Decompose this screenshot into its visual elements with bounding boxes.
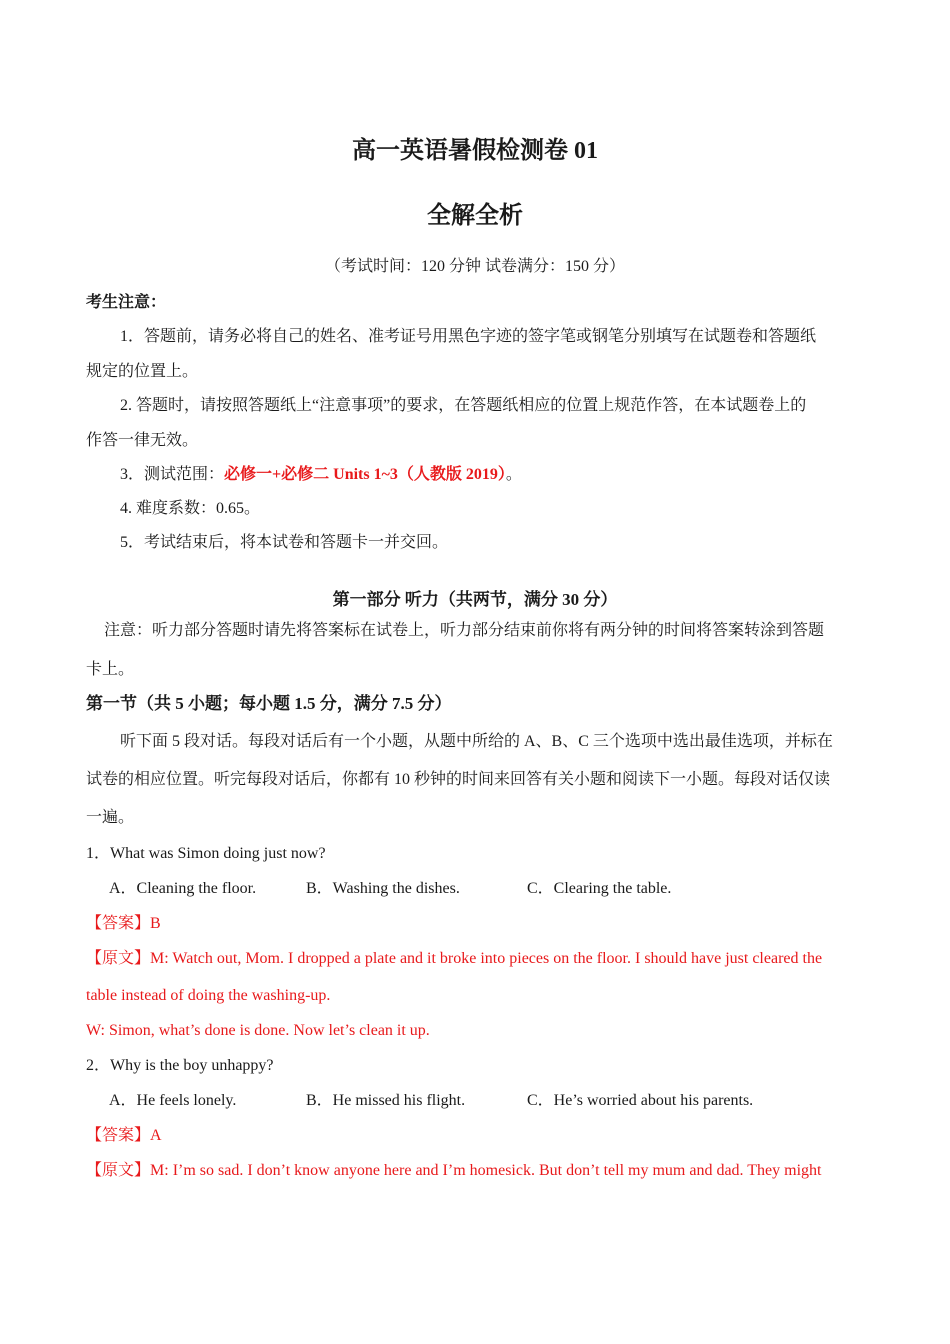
notice-item-4: 4. 难度系数：0.65。 bbox=[120, 500, 261, 517]
notice-item-5: 5．考试结束后，将本试卷和答题卡一并交回。 bbox=[120, 534, 449, 551]
question-2-option-c: C．He’s worried about his parents. bbox=[527, 1092, 754, 1109]
page-subtitle: 全解全析 bbox=[427, 203, 523, 229]
notice-item-1-cont: 规定的位置上。 bbox=[86, 363, 199, 380]
test-scope: 必修一+必修二 Units 1~3（人教版 2019） bbox=[224, 466, 506, 483]
notice-item-1: 1．答题前，请务必将自己的姓名、准考证号用黑色字迹的签字笔或钢笔分别填写在试题卷和答题纸 bbox=[120, 328, 817, 345]
section1-instructions-end: 一遍。 bbox=[86, 809, 135, 826]
notice-item-3-prefix: 3．测试范围： bbox=[120, 466, 225, 483]
question-1-option-a: A．Cleaning the floor. bbox=[109, 880, 257, 897]
question-1-option-c: C．Clearing the table. bbox=[527, 880, 672, 897]
section1-instructions: 听下面 5 段对话。每段对话后有一个小题，从题中所给的 A、B、C 三个选项中选出最佳选项，并标在 bbox=[120, 733, 833, 750]
exam-info: （考试时间：120 分钟 试卷满分：150 分） bbox=[324, 258, 625, 275]
page-title: 高一英语暑假检测卷 01 bbox=[352, 138, 598, 164]
question-2-option-b: B．He missed his flight. bbox=[306, 1092, 466, 1109]
notice-item-2: 2. 答题时，请按照答题纸上“注意事项”的要求，在答题纸相应的位置上规范作答，在本试题卷上的 bbox=[120, 397, 807, 414]
script-text: M: I’m so sad. I don’t know anyone here and I’m homesick. But don’t tell my mum and dad. They might bbox=[150, 1162, 822, 1179]
notice-item-3 bbox=[120, 465, 522, 485]
script-label: 【原文】 bbox=[86, 950, 151, 967]
question-2-script bbox=[86, 1161, 821, 1181]
question-1-answer: 【答案】B bbox=[86, 915, 161, 932]
section1-heading: 第一节（共 5 小题；每小题 1.5 分，满分 7.5 分） bbox=[86, 694, 452, 713]
question-2-option-a: A．He feels lonely. bbox=[109, 1092, 237, 1109]
notice-item-3-suffix: 。 bbox=[505, 466, 522, 483]
section1-instructions-cont: 试卷的相应位置。听完每段对话后，你都有 10 秒钟的时间来回答有关小题和阅读下一小题。每段对话仅读 bbox=[86, 771, 831, 788]
notice-item-2-cont: 作答一律无效。 bbox=[86, 432, 199, 449]
question-1-script bbox=[86, 949, 822, 969]
question-1-script-reply: W: Simon, what’s done is done. Now let’s clean it up. bbox=[86, 1022, 430, 1039]
part1-note: 注意：听力部分答题时请先将答案标在试卷上，听力部分结束前你将有两分钟的时间将答案转涂到答题 bbox=[104, 622, 825, 639]
question-1-stem: 1．What was Simon doing just now? bbox=[86, 845, 326, 862]
notice-heading: 考生注意： bbox=[86, 294, 167, 311]
script-text: M: Watch out, Mom. I dropped a plate and it broke into pieces on the floor. I should have just cleared the bbox=[150, 950, 823, 967]
question-2-answer: 【答案】A bbox=[86, 1127, 162, 1144]
script-label: 【原文】 bbox=[86, 1162, 151, 1179]
question-1-option-b: B．Washing the dishes. bbox=[306, 880, 460, 897]
question-2-stem: 2．Why is the boy unhappy? bbox=[86, 1057, 274, 1074]
part1-heading: 第一部分 听力（共两节，满分 30 分） bbox=[332, 590, 618, 609]
part1-note-cont: 卡上。 bbox=[86, 661, 135, 678]
question-1-script-cont: table instead of doing the washing-up. bbox=[86, 987, 331, 1004]
